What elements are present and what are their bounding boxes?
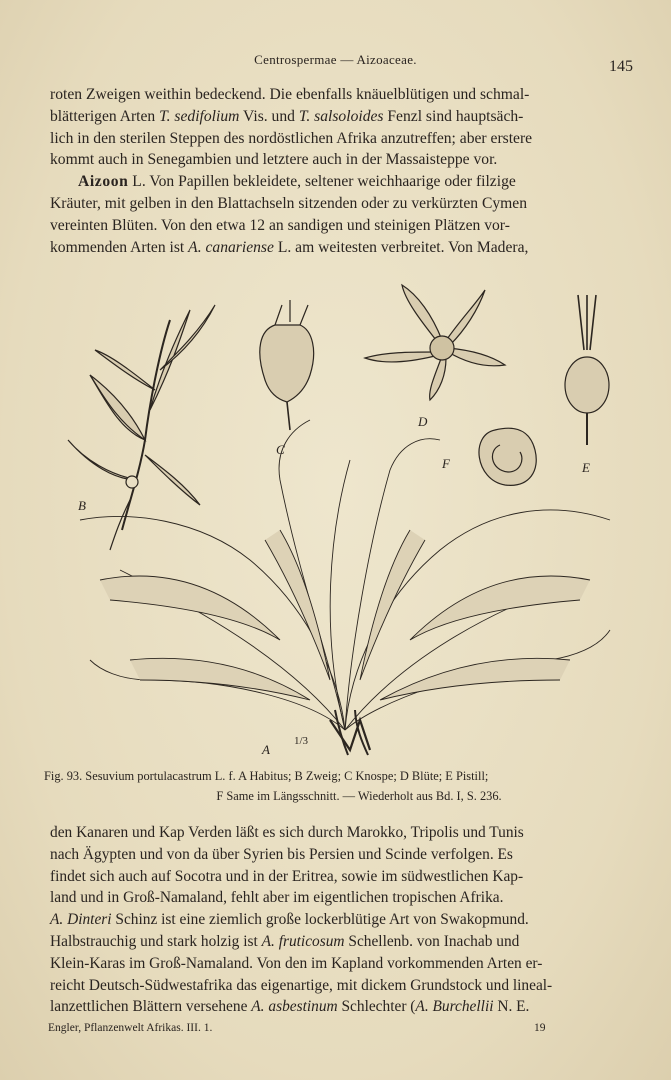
text-line: Kräuter, mit gelben in den Blattachseln sitzenden oder zu verkürzten Cymen — [50, 194, 527, 212]
paragraph-top — [50, 84, 630, 258]
figure-part-e-pistil — [565, 295, 609, 445]
footer-source: Engler, Pflanzenwelt Afrikas. III. 1. — [48, 1022, 213, 1034]
page-footer — [48, 1022, 628, 1034]
page-number: 145 — [609, 58, 633, 75]
label-c: C — [276, 442, 285, 457]
figure-part-b-branch — [68, 305, 215, 550]
text-line: nach Ägypten und von da über Syrien bis Persien und Scinde verfolgen. Es — [50, 845, 513, 863]
label-b: B — [78, 498, 86, 513]
genus-name: Aizoon — [78, 173, 129, 191]
label-e: E — [582, 460, 590, 475]
figure-caption — [44, 766, 634, 806]
text-line: lich in den sterilen Steppen des nordöstlichen Afrika anzutreffen; aber erstere — [50, 129, 533, 147]
plant-illustration — [50, 280, 640, 760]
text-line: land und in Groß-Namaland, fehlt aber im eigentlichen tropischen Afrika. — [50, 889, 504, 907]
text-line: Aizoon L. Von Papillen bekleidete, seltener weichhaarige oder filzige — [78, 173, 516, 191]
text-line: Halbstrauchig und stark holzig ist A. fruticosum Schellenb. von Inachab und — [50, 932, 520, 950]
figure-part-f-seed — [479, 428, 536, 485]
figure-part-c-bud — [260, 300, 314, 430]
figure-part-d-flower — [365, 285, 505, 400]
text-line: blätterigen Arten T. sedifolium Vis. und T. salsoloides Fenzl sind hauptsäch- — [50, 107, 524, 125]
text-line: kommenden Arten ist A. canariense L. am weitesten verbreitet. Von Madera, — [50, 238, 529, 256]
paragraph-bottom — [50, 822, 630, 1018]
botanical-figure — [50, 280, 640, 760]
label-f: F — [442, 456, 450, 471]
caption-line: Fig. 93. Sesuvium portulacastrum L. f. A Habitus; B Zweig; C Knospe; D Blüte; E Pistill; — [44, 769, 489, 783]
text-line: vereinten Blüten. Von den etwa 12 an sandigen und steinigen Plätzen vor- — [50, 216, 510, 234]
text-line: A. Dinteri Schinz ist eine ziemlich große lockerblütige Art von Swakopmund. — [50, 911, 529, 929]
label-d: D — [418, 414, 428, 429]
text-line: reicht Deutsch-Südwestafrika das eigenartige, mit dickem Grundstock und lineal- — [50, 976, 553, 994]
running-head: Centrospermae — Aizoaceae. — [254, 52, 417, 67]
caption-line: F Same im Längsschnitt. — Wiederholt aus Bd. I, S. 236. — [216, 789, 502, 803]
text-line: lanzettlichen Blättern versehene A. asbestinum Schlechter (A. Burchellii N. E. — [50, 998, 530, 1016]
text-line: Klein-Karas im Groß-Namaland. Von den im Kapland vorkommenden Arten er- — [50, 954, 543, 972]
label-a: A — [262, 742, 270, 757]
text-line: findet sich auch auf Socotra und in der Eritrea, sowie im südwestlichen Kap- — [50, 867, 524, 885]
text-line: kommt auch in Senegambien und letztere auch in der Massaisteppe vor. — [50, 151, 498, 169]
text-line: den Kanaren und Kap Verden läßt es sich durch Marokko, Tripolis und Tunis — [50, 824, 524, 841]
signature-mark: 19 — [534, 1022, 546, 1034]
scale-label: 1/3 — [294, 735, 309, 747]
text-line: roten Zweigen weithin bedeckend. Die ebenfalls knäuelblütigen und schmal- — [50, 86, 530, 103]
